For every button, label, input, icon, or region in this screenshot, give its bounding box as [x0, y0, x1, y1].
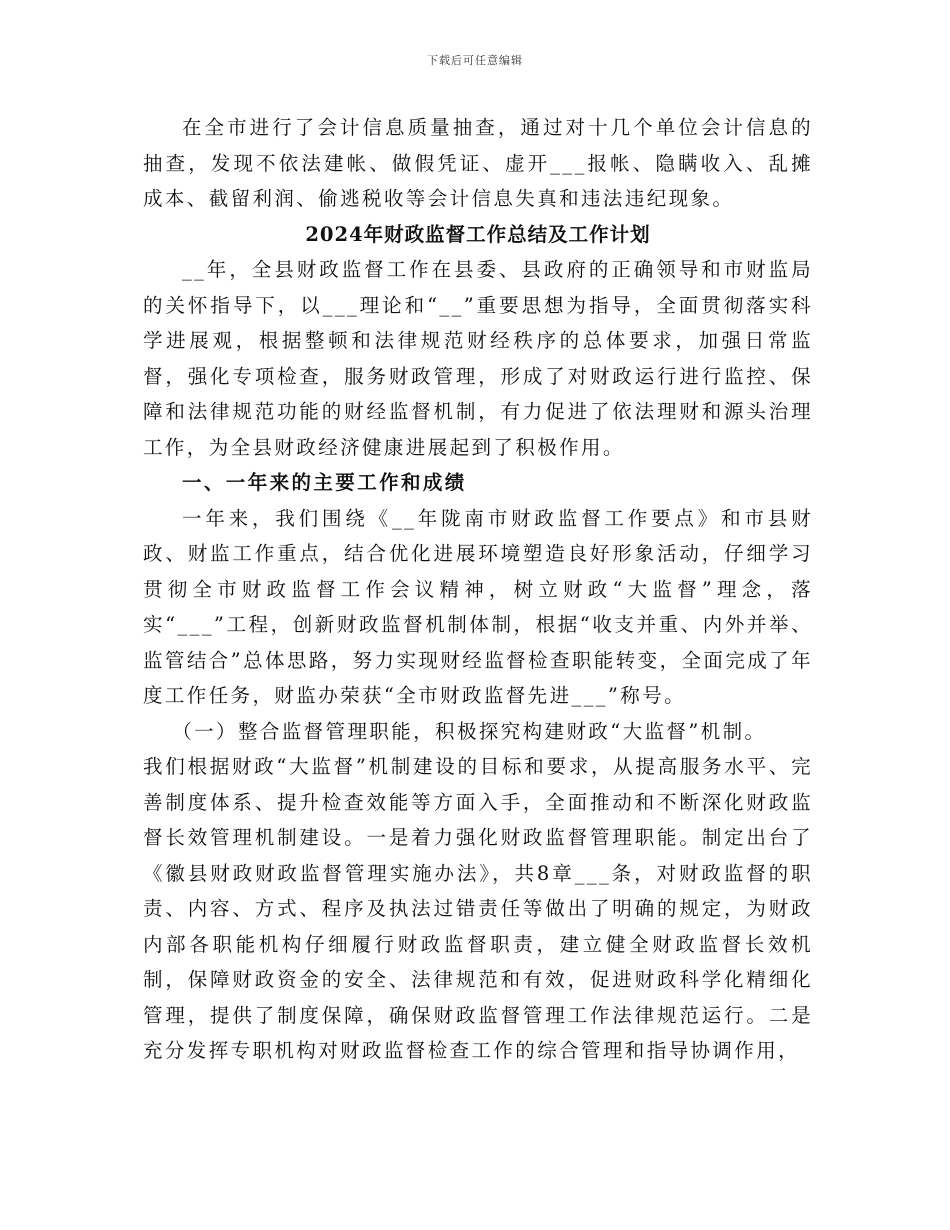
paragraph-2: 一年来，我们围绕《__年陇南市财政监督工作要点》和市县财政、财监工作重点，结合优化进展环境塑造良好形象活动，仔细学习贯彻全市财政监督工作会议精神，树立财政“大监督”理念，落实“___”工程，创新财政监督机制体制，根据“收支并重、内外并举、监管结合”总体思路，努力实现财经监督检查职能转变，全面完成了年度工作任务，财监办荣获“全市财政监督先进___”称号。 — [143, 506, 813, 707]
subsection-1-heading: （一）整合监督管理职能，积极探究构建财政“大监督”机制。 — [172, 719, 767, 743]
page-header-note: 下载后可任意编辑 — [427, 54, 523, 67]
intro-paragraph: 在全市进行了会计信息质量抽查，通过对十几个单位会计信息的抽查，发现不依法建帐、做假凭证、虚开___报帐、隐瞒收入、乱摊成本、截留利润、偷逃税收等会计信息失真和违法违纪现象。 — [143, 116, 813, 210]
paragraph-3: 我们根据财政“大监督”机制建设的目标和要求，从提高服务水平、完善制度体系、提升检查效能等方面入手，全面推动和不断深化财政监督长效管理机制建设。一是着力强化财政监督管理职能。制定出台了《徽县财政财政监督管理实施办法》，共8章___条，对财政监督的职责、内容、方式、程序及执法过错责任等做出了明确的规定，为财政内部各职能机构仔细履行财政监督职责，建立健全财政监督长效机制，保障财政资金的安全、法律规范和有效，促进财政科学化精细化管理，提供了制度保障，确保财政监督管理工作法律规范运行。二是充分发挥专职机构对财政监督检查工作的综合管理和指导协调作用， — [143, 755, 813, 1062]
document-body — [143, 110, 813, 1069]
document-title: 2024年财政监督工作总结及工作计划 — [305, 222, 651, 246]
paragraph-1: __年，全县财政监督工作在县委、县政府的正确领导和市财监局的关怀指导下，以___理论和“__”重要思想为指导，全面贯彻落实科学进展观，根据整顿和法律规范财经秩序的总体要求，加强日常监督，强化专项检查，服务财政管理，形成了对财政运行进行监控、保障和法律规范功能的财经监督机制，有力促进了依法理财和源头治理工作，为全县财政经济健康进展起到了积极作用。 — [143, 258, 813, 459]
section-1-heading: 一、一年来的主要工作和成绩 — [182, 471, 467, 494]
